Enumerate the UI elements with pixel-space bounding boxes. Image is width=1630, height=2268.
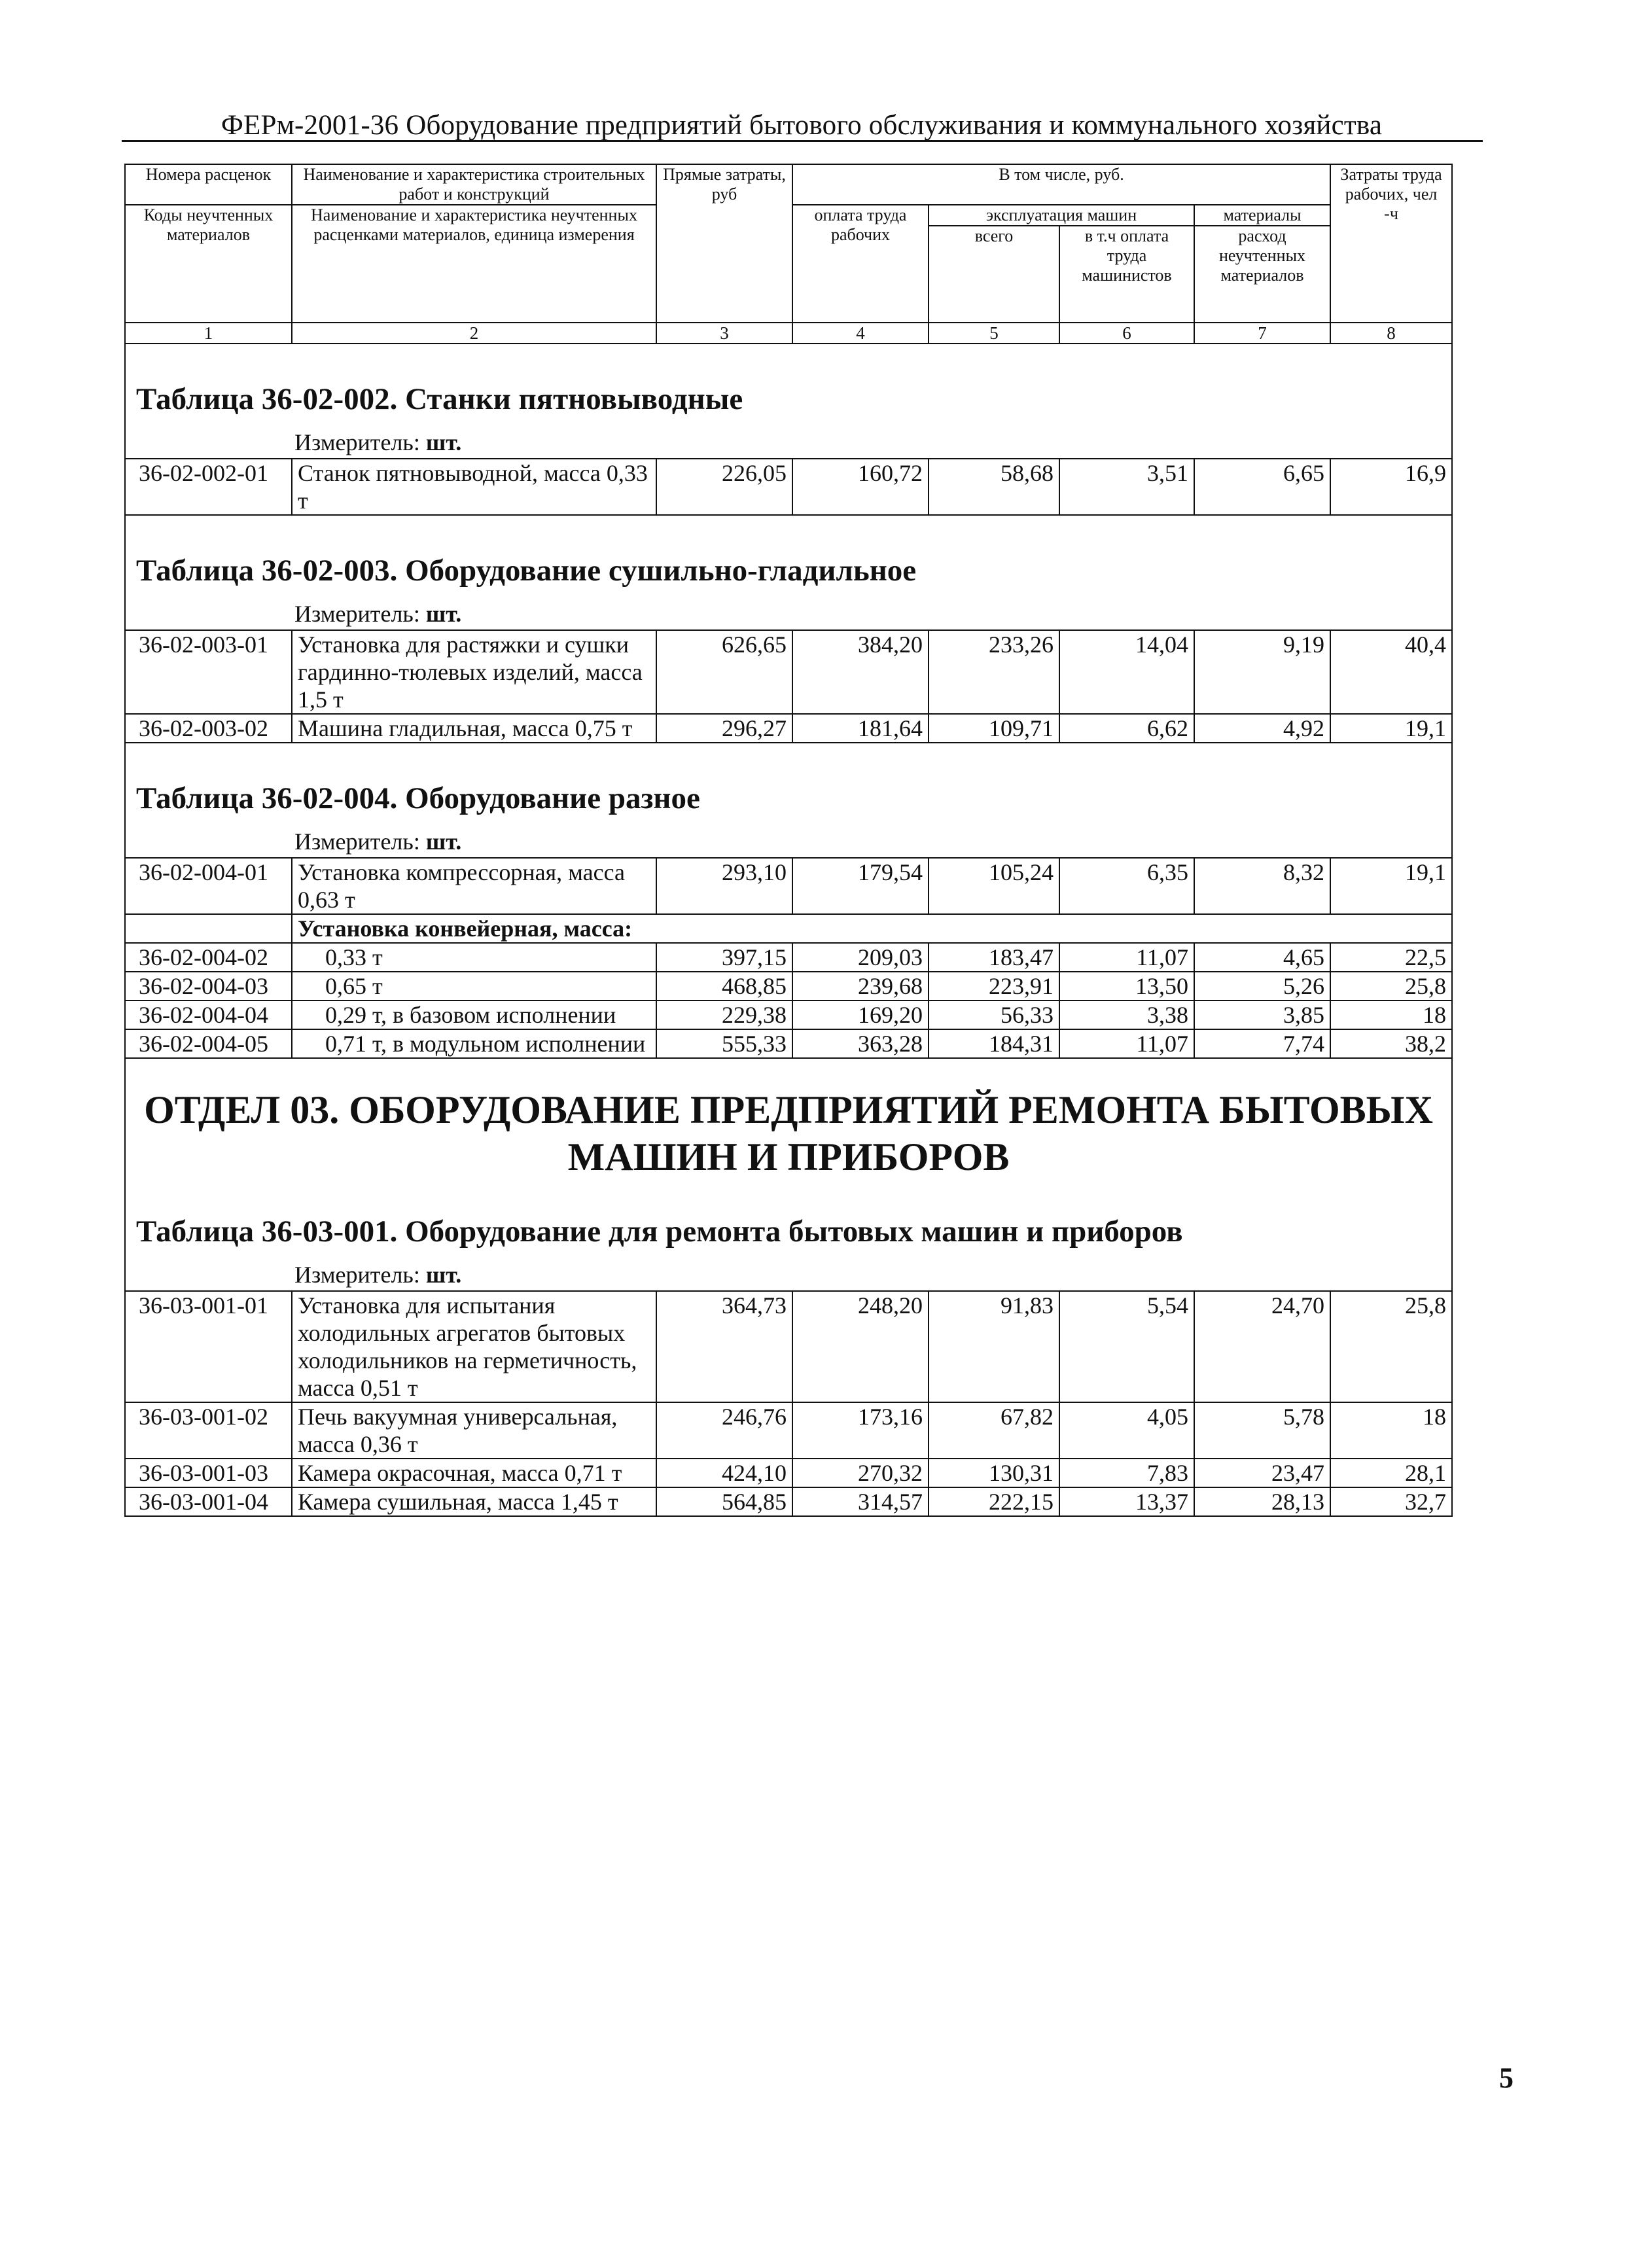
direct-costs: 296,27	[656, 714, 792, 743]
col2-bottom-header: Наименование и характеристика неучтенных расценками материалов, единица измерения	[292, 205, 656, 323]
direct-costs: 246,76	[656, 1402, 792, 1459]
materials: 4,92	[1194, 714, 1330, 743]
machinist-wages: 4,05	[1059, 1402, 1194, 1459]
labor-hours: 25,8	[1330, 1291, 1452, 1402]
worker-wages: 314,57	[792, 1487, 929, 1516]
materials: 8,32	[1194, 858, 1330, 914]
table-row	[125, 972, 1452, 1001]
direct-costs: 626,65	[656, 630, 792, 714]
machines-total: 223,91	[929, 972, 1059, 1001]
unit-label: Измеритель:	[294, 828, 420, 855]
department-title-line-2: МАШИН И ПРИБОРОВ	[567, 1135, 1010, 1178]
unit-line	[294, 601, 1446, 627]
rate-code: 36-03-001-01	[125, 1291, 292, 1402]
rate-code: 36-02-004-04	[125, 1001, 292, 1029]
machines-total: 105,24	[929, 858, 1059, 914]
table-row	[125, 858, 1452, 914]
materials: 9,19	[1194, 630, 1330, 714]
materials: 3,85	[1194, 1001, 1330, 1029]
machinist-wages: 3,38	[1059, 1001, 1194, 1029]
col7-header: расход неучтенных материалов	[1194, 226, 1330, 323]
rate-name: 0,65 т	[292, 972, 656, 1001]
section-heading-cell	[125, 1058, 1452, 1291]
materials: 6,65	[1194, 459, 1330, 515]
unit-label: Измеритель:	[294, 429, 420, 455]
col5-header: всего	[929, 226, 1059, 323]
table-row	[125, 1029, 1452, 1058]
materials: 5,26	[1194, 972, 1330, 1001]
materials: 28,13	[1194, 1487, 1330, 1516]
col3-header: Прямые затраты, руб	[656, 164, 792, 323]
rate-name: 0,33 т	[292, 943, 656, 972]
column-number: 1	[125, 323, 292, 344]
rate-name: 0,29 т, в базовом исполнении	[292, 1001, 656, 1029]
column-number: 6	[1059, 323, 1194, 344]
page-number: 5	[1499, 2062, 1514, 2094]
machines-total: 58,68	[929, 459, 1059, 515]
rate-name: Камера сушильная, масса 1,45 т	[292, 1487, 656, 1516]
worker-wages: 270,32	[792, 1459, 929, 1487]
machines-total: 56,33	[929, 1001, 1059, 1029]
direct-costs: 564,85	[656, 1487, 792, 1516]
column-number: 3	[656, 323, 792, 344]
labor-hours: 16,9	[1330, 459, 1452, 515]
column-number-row	[125, 323, 1452, 344]
table-header-row-1	[125, 164, 1452, 205]
direct-costs: 226,05	[656, 459, 792, 515]
unit-value: шт.	[425, 429, 462, 455]
section-heading-row	[125, 1058, 1452, 1291]
col8-header: Затраты труда рабочих, чел -ч	[1330, 164, 1452, 323]
col6-header: в т.ч оплата труда машинистов	[1059, 226, 1194, 323]
table-row	[125, 714, 1452, 743]
header-rule	[122, 140, 1483, 142]
labor-hours: 28,1	[1330, 1459, 1452, 1487]
subheading-empty-cell	[125, 914, 292, 943]
materials: 7,74	[1194, 1029, 1330, 1058]
materials: 23,47	[1194, 1459, 1330, 1487]
page-header-title: ФЕРм-2001-36 Оборудование предприятий бытового обслуживания и коммунального хозяйства	[221, 110, 1383, 141]
direct-costs: 293,10	[656, 858, 792, 914]
worker-wages: 248,20	[792, 1291, 929, 1402]
direct-costs: 364,73	[656, 1291, 792, 1402]
direct-costs: 229,38	[656, 1001, 792, 1029]
direct-costs: 397,15	[656, 943, 792, 972]
table-title: Таблица 36-03-001. Оборудование для ремонта бытовых машин и приборов	[136, 1214, 1183, 1249]
machines-total: 184,31	[929, 1029, 1059, 1058]
rate-name: Станок пятновыводной, масса 0,33 т	[292, 459, 656, 515]
section-heading-row	[125, 344, 1452, 459]
table-row	[125, 1459, 1452, 1487]
worker-wages: 209,03	[792, 943, 929, 972]
department-title	[131, 1086, 1446, 1180]
rate-code: 36-02-003-02	[125, 714, 292, 743]
rate-name: Машина гладильная, масса 0,75 т	[292, 714, 656, 743]
table-row	[125, 459, 1452, 515]
price-table-frame	[124, 164, 1451, 1517]
unit-line	[294, 429, 1446, 455]
labor-hours: 32,7	[1330, 1487, 1452, 1516]
unit-value: шт.	[425, 1262, 462, 1288]
subheading-row	[125, 914, 1452, 943]
department-title-line-1: ОТДЕЛ 03. ОБОРУДОВАНИЕ ПРЕДПРИЯТИЙ РЕМОНТА БЫТОВЫХ	[144, 1088, 1433, 1131]
rate-code: 36-02-004-01	[125, 858, 292, 914]
worker-wages: 173,16	[792, 1402, 929, 1459]
machinist-wages: 7,83	[1059, 1459, 1194, 1487]
worker-wages: 160,72	[792, 459, 929, 515]
col1-bottom-header: Коды неучтенных материалов	[125, 205, 292, 323]
worker-wages: 181,64	[792, 714, 929, 743]
labor-hours: 18	[1330, 1402, 1452, 1459]
table-row	[125, 630, 1452, 714]
labor-hours: 19,1	[1330, 714, 1452, 743]
unit-label: Измеритель:	[294, 601, 420, 627]
column-number: 4	[792, 323, 929, 344]
labor-hours: 18	[1330, 1001, 1452, 1029]
direct-costs: 424,10	[656, 1459, 792, 1487]
worker-wages: 169,20	[792, 1001, 929, 1029]
rate-name: Установка компрессорная, масса 0,63 т	[292, 858, 656, 914]
table-title: Таблица 36-02-003. Оборудование сушильно-гладильное	[136, 554, 917, 588]
machines-total: 67,82	[929, 1402, 1059, 1459]
direct-costs: 555,33	[656, 1029, 792, 1058]
machinist-wages: 6,35	[1059, 858, 1194, 914]
labor-hours: 25,8	[1330, 972, 1452, 1001]
rate-code: 36-03-001-02	[125, 1402, 292, 1459]
table-row	[125, 1402, 1452, 1459]
worker-wages: 179,54	[792, 858, 929, 914]
rate-name: Установка для растяжки и сушки гардинно-тюлевых изделий, масса 1,5 т	[292, 630, 656, 714]
table-row	[125, 1291, 1452, 1402]
group-header: В том числе, руб.	[792, 164, 1330, 205]
table-title: Таблица 36-02-002. Станки пятновыводные	[136, 382, 743, 416]
unit-label: Измеритель:	[294, 1262, 420, 1288]
table-row	[125, 1001, 1452, 1029]
rate-name: Печь вакуумная универсальная, масса 0,36 т	[292, 1402, 656, 1459]
column-number: 7	[1194, 323, 1330, 344]
labor-hours: 40,4	[1330, 630, 1452, 714]
col1-top-header: Номера расценок	[125, 164, 292, 205]
machines-total: 233,26	[929, 630, 1059, 714]
machinist-wages: 5,54	[1059, 1291, 1194, 1402]
materials-group-header: материалы	[1194, 205, 1330, 226]
machines-total: 109,71	[929, 714, 1059, 743]
table-row	[125, 943, 1452, 972]
labor-hours: 22,5	[1330, 943, 1452, 972]
col4-header: оплата труда рабочих	[792, 205, 929, 323]
materials: 4,65	[1194, 943, 1330, 972]
machinist-wages: 3,51	[1059, 459, 1194, 515]
rate-code: 36-03-001-03	[125, 1459, 292, 1487]
rate-code: 36-02-004-05	[125, 1029, 292, 1058]
section-heading-cell	[125, 515, 1452, 630]
labor-hours: 38,2	[1330, 1029, 1452, 1058]
column-number: 5	[929, 323, 1059, 344]
section-heading-row	[125, 743, 1452, 858]
rate-name: Установка для испытания холодильных агрегатов бытовых холодильников на герметичность, масса 0,51 т	[292, 1291, 656, 1402]
col2-top-header: Наименование и характеристика строительных работ и конструкций	[292, 164, 656, 205]
machines-total: 183,47	[929, 943, 1059, 972]
section-heading-row	[125, 515, 1452, 630]
section-heading-cell	[125, 743, 1452, 858]
unit-value: шт.	[425, 601, 462, 627]
machinist-wages: 6,62	[1059, 714, 1194, 743]
table-title: Таблица 36-02-004. Оборудование разное	[136, 781, 700, 815]
rate-code: 36-02-004-02	[125, 943, 292, 972]
price-table	[124, 164, 1453, 1517]
column-number: 2	[292, 323, 656, 344]
table-row	[125, 1487, 1452, 1516]
column-number: 8	[1330, 323, 1452, 344]
rate-code: 36-02-002-01	[125, 459, 292, 515]
rate-name: 0,71 т, в модульном исполнении	[292, 1029, 656, 1058]
machinist-wages: 11,07	[1059, 943, 1194, 972]
materials: 24,70	[1194, 1291, 1330, 1402]
subheading-label: Установка конвейерная, масса:	[292, 914, 1452, 943]
rate-code: 36-02-003-01	[125, 630, 292, 714]
unit-value: шт.	[425, 828, 462, 855]
worker-wages: 384,20	[792, 630, 929, 714]
rate-code: 36-03-001-04	[125, 1487, 292, 1516]
machinist-wages: 13,37	[1059, 1487, 1194, 1516]
machines-group-header: эксплуатация машин	[929, 205, 1194, 226]
worker-wages: 363,28	[792, 1029, 929, 1058]
machines-total: 91,83	[929, 1291, 1059, 1402]
machinist-wages: 14,04	[1059, 630, 1194, 714]
unit-line	[294, 828, 1446, 855]
section-heading-cell	[125, 344, 1452, 459]
rate-code: 36-02-004-03	[125, 972, 292, 1001]
labor-hours: 19,1	[1330, 858, 1452, 914]
materials: 5,78	[1194, 1402, 1330, 1459]
direct-costs: 468,85	[656, 972, 792, 1001]
machines-total: 222,15	[929, 1487, 1059, 1516]
machinist-wages: 13,50	[1059, 972, 1194, 1001]
unit-line	[294, 1262, 1446, 1288]
machinist-wages: 11,07	[1059, 1029, 1194, 1058]
rate-name: Камера окрасочная, масса 0,71 т	[292, 1459, 656, 1487]
machines-total: 130,31	[929, 1459, 1059, 1487]
worker-wages: 239,68	[792, 972, 929, 1001]
